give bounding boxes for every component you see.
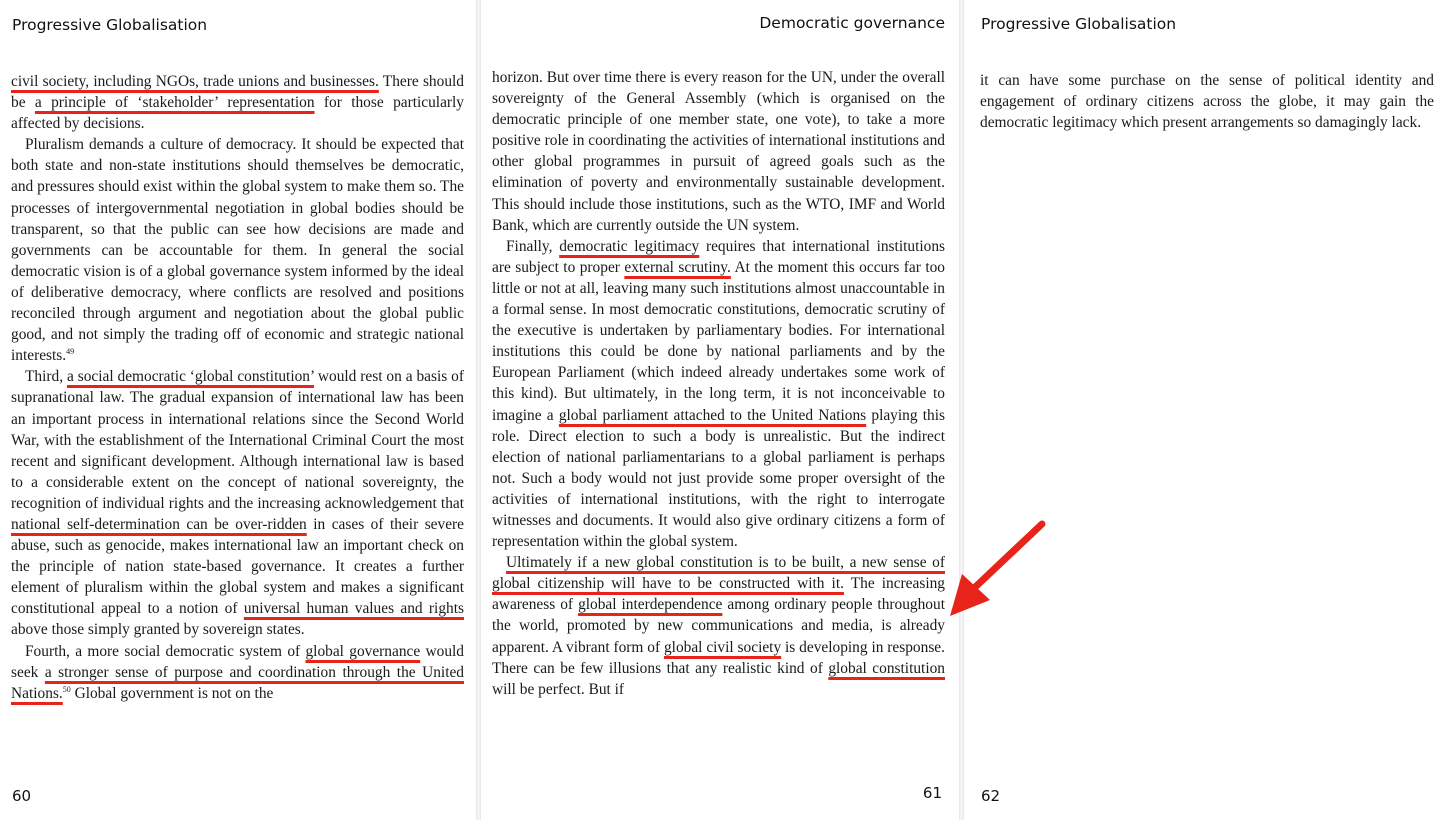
text-run: playing this role. Direct election to such a body is unrealistic. But the indirect election of national parliamentarians to a global parliament is perhaps not. Such a body would not just provide some proper oversight of the activities of international institutions, with the right to interrogate witnesses and documents. It would also give ordinary citizens a form of representation within the global system. xyxy=(492,406,945,551)
text-run: horizon. But over time there is every reason for the UN, under the overall sovereignty of the General Assembly (which is organised on the democratic principle of one member state, one vote), to take a more positive role in coordinating the activities of international institutions and other global programmes in pursuit of agreed goals such as the elimination of poverty and environmentally sustainable development. This should include those institutions, such as the WTO, IMF and World Bank, which are currently outside the UN system. xyxy=(492,69,945,234)
highlighted-text: national self-determination can be over-ridden xyxy=(11,515,307,533)
highlighted-text: civil society, including NGOs, trade unions and businesses. xyxy=(11,73,379,90)
text-run: Third, xyxy=(25,368,67,386)
page-62 xyxy=(964,0,1456,820)
text-run: is developing in response. There can be few illusions that any realistic kind of xyxy=(492,638,945,677)
highlighted-text: global governance xyxy=(305,642,421,660)
highlighted-text: a principle of ‘stakeholder’ representation xyxy=(34,94,315,112)
text-run: would seek xyxy=(11,642,465,681)
running-header: Progressive Globalisation xyxy=(981,15,1177,33)
text-run: There should be xyxy=(11,73,464,112)
text-run: in cases of their severe abuse, such as genocide, makes international law an important check on the principle of nation state-based governance. It creates a further element of pluralism within the global system and makes a significant constitutional appeal to a notion of xyxy=(11,515,464,618)
page-61 xyxy=(481,0,959,820)
annotation-arrow-icon xyxy=(940,516,1050,626)
highlighted-text: external scrutiny. xyxy=(624,258,731,276)
page-number: 62 xyxy=(981,787,1001,805)
running-header: Progressive Globalisation xyxy=(12,16,208,34)
text-run: for those particularly affected by decisions. xyxy=(11,94,464,133)
paragraph xyxy=(980,70,1434,133)
highlighted-text: global parliament attached to the United Nations xyxy=(558,406,867,424)
page-60 xyxy=(0,0,476,820)
text-run: Global government is not on the xyxy=(70,684,274,702)
page-number: 60 xyxy=(12,787,32,805)
text-run: Finally, xyxy=(506,237,560,255)
footnote-ref: 49 xyxy=(66,347,75,357)
running-header: Democratic governance xyxy=(759,14,945,32)
footnote-ref: 50 xyxy=(62,684,71,694)
highlighted-text: democratic legitimacy xyxy=(559,237,700,255)
highlighted-text: global interdependence xyxy=(578,596,723,614)
text-run: will be perfect. But if xyxy=(492,680,625,698)
text-run: would rest on a basis of supranational law. The gradual expansion of international law has been an important process in international relations since the Second World War, with the establishment of the International Criminal Court the most recent and significant development. Although international law is based to a considerable extent on the concept of national sovereignty, the recognition of individual rights and the increasing acknowledgement that xyxy=(11,368,465,512)
highlighted-text: universal human values and rights xyxy=(243,600,464,618)
paragraph xyxy=(492,236,945,552)
highlighted-text: a stronger sense of purpose and coordination through the United Nations. xyxy=(11,663,464,702)
paragraph xyxy=(11,134,464,366)
highlighted-text: a social democratic ‘global constitution’ xyxy=(66,368,314,386)
text-run: it can have some purchase on the sense of political identity and engagement of ordinary citizens across the globe, it may gain the democratic legitimacy which present arrangements so damagingly lack. xyxy=(980,72,1434,132)
text-run: requires that international institutions are subject to proper xyxy=(492,237,946,276)
highlighted-text: global constitution xyxy=(828,659,945,677)
page-body xyxy=(11,71,464,704)
text-run: Pluralism demands a culture of democracy. It should be expected that both state and non-state institutions should themselves be democratic, and pressures should exist within the global system to make them so. The processes of intergovernmental negotiation in global bodies should be transparent, so that the public can see how decisions are made and governments can be accountable for them. In general the social democratic vision is of a global governance system informed by the ideal of deliberative democracy, where conflicts are resolved and positions reconciled through argument and negotiation about the global public good, and not simply the trading off of economic and strategic national interests. xyxy=(11,136,464,365)
page-number: 61 xyxy=(922,784,942,802)
paragraph xyxy=(492,67,945,236)
text-run: among ordinary people throughout the world, promoted by new communications and media, is already apparent. A vibrant form of xyxy=(492,596,945,656)
page-body xyxy=(980,70,1434,133)
highlighted-text: global civil society xyxy=(663,638,782,656)
page-body xyxy=(492,67,945,700)
highlighted-text: Ultimately if a new global constitution is to be built, a new sense of global citizenship will have to be constructed with it. xyxy=(492,554,945,593)
paragraph xyxy=(11,71,464,134)
text-run: above those simply granted by sovereign states. xyxy=(11,621,305,639)
text-run: Fourth, a more social democratic system of xyxy=(25,642,306,660)
text-run: The increasing awareness of xyxy=(492,575,946,614)
text-run: At the moment this occurs far too little or not at all, leaving many such institutions almost unaccountable in a formal sense. In most democratic constitutions, democratic scrutiny of the executive is undertaken by parliamentary bodies. For international institutions this could be done by national parliaments and by the European Parliament (which indeed already undertakes some work of this kind). But ultimately, in the long term, it is not inconceivable to imagine a xyxy=(492,258,946,424)
paragraph xyxy=(492,552,945,700)
paragraph xyxy=(11,366,464,640)
paragraph xyxy=(11,641,464,704)
